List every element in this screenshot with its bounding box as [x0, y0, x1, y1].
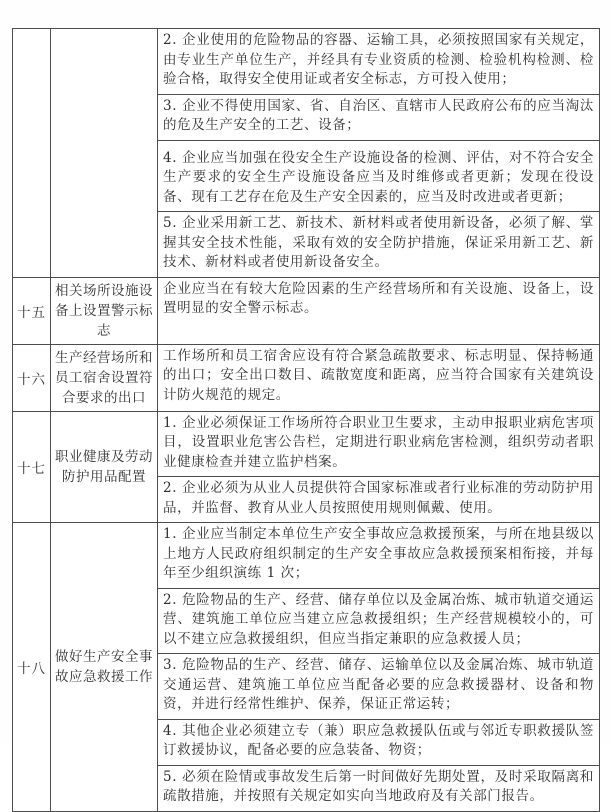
row-number-cell — [13, 29, 51, 277]
row-number-cell: 十八 — [13, 523, 51, 811]
table-row — [13, 411, 599, 523]
table-row — [13, 277, 599, 344]
requirement-item: 3. 企业不得使用国家、省、自治区、直辖市人民政府公布的应当淘汰的危及生产安全的工艺、设备； — [158, 94, 599, 140]
row-content-cell — [158, 29, 599, 277]
requirement-item: 3. 危险物品的生产、经营、储存、运输单位以及金属冶炼、城市轨道交通运营、建筑施工单位应当配备必要的应急救援器材、设备和物资，并进行经常性维护、保养，保证正常运转； — [158, 653, 599, 719]
row-number-cell: 十七 — [13, 412, 51, 523]
row-number-cell: 十五 — [13, 278, 51, 344]
row-number-cell: 十六 — [13, 345, 51, 411]
requirement-item: 企业应当在有较大危险因素的生产经营场所和有关设施、设备上，设置明显的安全警示标志。 — [163, 280, 594, 316]
table-row — [13, 344, 599, 411]
requirement-item: 1. 企业应当制定本单位生产安全事故应急救援预案，与所在地县级以上地方人民政府组织制定的生产安全事故应急救援预案相衔接，并每年至少组织演练 1 次； — [163, 526, 594, 581]
row-category-cell: 做好生产安全事故应急救援工作 — [51, 523, 158, 811]
requirement-item: 5. 必须在险情或事故发生后第一时间做好先期处置，及时采取隔离和疏散措施，并按照有关规定如实向当地政府及有关部门报告。 — [158, 765, 599, 811]
requirement-item: 2. 企业必须为从业人员提供符合国家标准或者行业标准的劳动防护用品，并监督、教育从业人员按照使用规则佩戴、使用。 — [158, 476, 599, 522]
row-content-cell — [158, 345, 599, 411]
row-content-cell — [158, 523, 599, 811]
requirement-item: 5. 企业采用新工艺、新技术、新材料或者使用新设备，必须了解、掌握其安全技术性能，采取有效的安全防护措施，保证采用新工艺、新技术、新材料或者使用新设备安全。 — [158, 211, 599, 277]
requirement-item: 2. 危险物品的生产、经营、储存单位以及金属冶炼、城市轨道交通运营、建筑施工单位应当建立应急救援组织；生产经营规模较小的，可以不建立应急救援组织，但应当指定兼职的应急救援人员； — [158, 588, 599, 654]
requirement-item: 2. 企业使用的危险物品的容器、运输工具，必须按照国家有关规定，由专业生产单位生产，并经具有专业资质的检测、检验机构检测、检验合格，取得安全使用证或者安全标志，方可投入使用； — [163, 32, 594, 87]
row-category-cell: 生产经营场所和员工宿舍设置符合要求的出口 — [51, 345, 158, 411]
safety-requirements-table — [12, 28, 600, 812]
row-content-cell — [158, 278, 599, 344]
table-row — [13, 29, 599, 277]
row-content-cell — [158, 412, 599, 523]
row-category-cell — [51, 29, 158, 277]
row-category-cell: 相关场所设施设备上设置警示标志 — [51, 278, 158, 344]
row-category-cell: 职业健康及劳动防护用品配置 — [51, 412, 158, 523]
table-row — [13, 522, 599, 811]
requirement-item: 工作场所和员工宿舍应设有符合紧急疏散要求、标志明显、保持畅通的出口；安全出口数目、疏散宽度和距离，应当符合国家有关建筑设计防火规范的规定。 — [163, 347, 594, 403]
requirement-item: 4. 企业应当加强在役安全生产设施设备的检测、评估，对不符合安全生产要求的安全生产设施设备应当及时维修或者更新；发现在役设备、现有工艺存在危及生产安全因素的，应当及时改进或者更新； — [158, 140, 599, 212]
requirement-item: 4. 其他企业必须建立专（兼）职应急救援队伍或与邻近专职救援队签订救援协议，配备必要的应急装备、物资； — [158, 719, 599, 765]
requirement-item: 1. 企业必须保证工作场所符合职业卫生要求，主动申报职业病危害项目，设置职业危害公告栏，定期进行职业病危害检测，组织劳动者职业健康检查并建立监护档案。 — [163, 414, 594, 470]
